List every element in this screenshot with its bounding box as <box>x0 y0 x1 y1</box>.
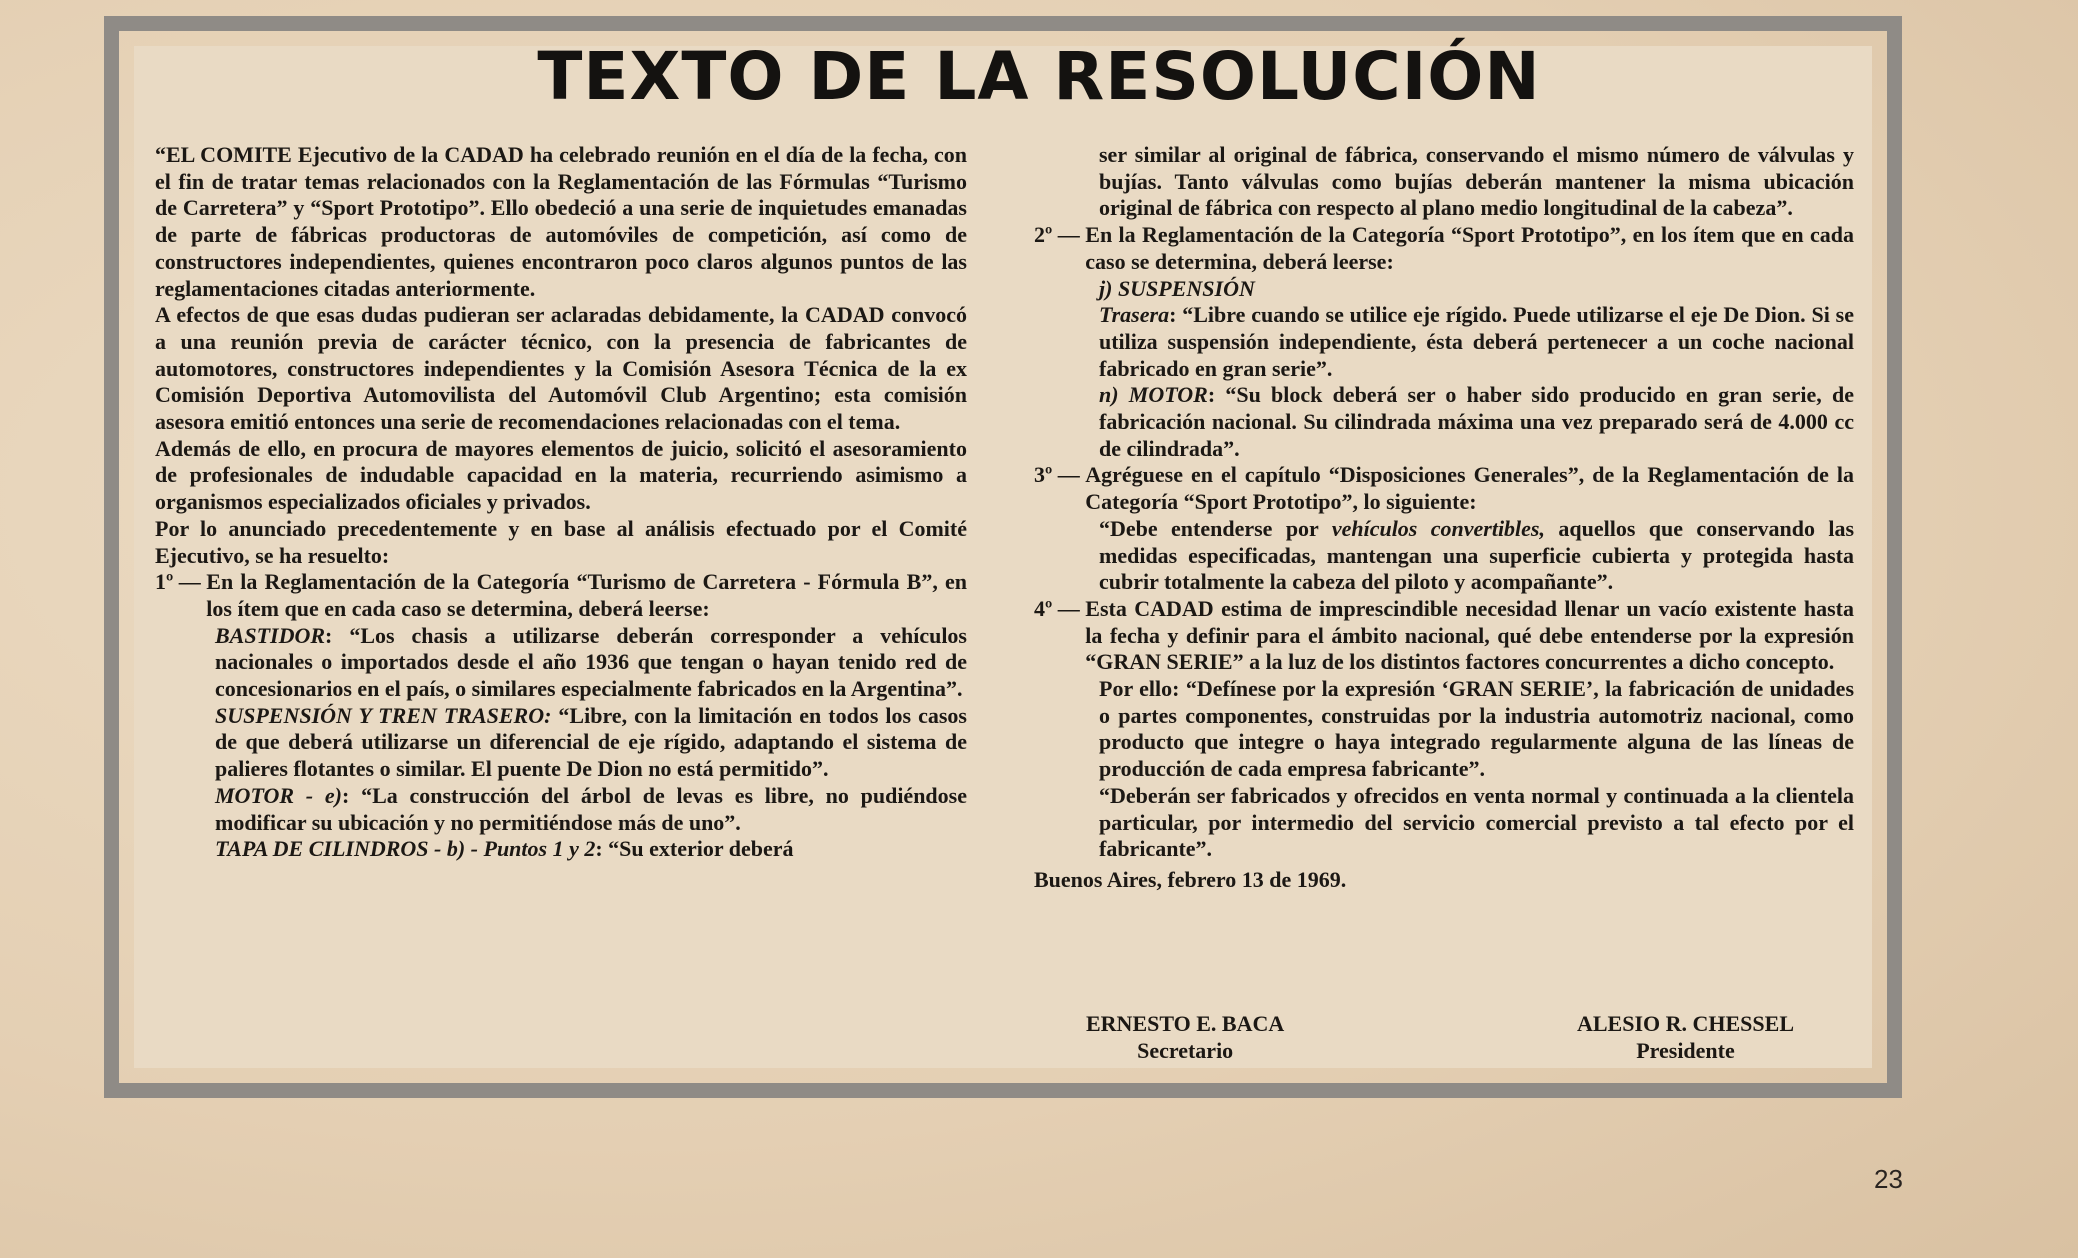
clause-text: : “Libre cuando se utilice eje rígido. Puede utilizarse el eje De Dion. Si se utiliza suspensión independiente, ésta deberá pertenecer a un coche nacional fabricado en gran serie”. <box>1099 302 1854 381</box>
item-text: Esta CADAD estima de imprescindible necesidad llenar un vacío existente hasta la fecha y definir para el ámbito nacional, qué debe entenderse por la expresión “GRAN SERIE” a la luz de los distintos factores concurrentes a dicho concepto. <box>1085 595 1854 675</box>
gran-serie-definition: Por ello: “Defínese por la expresión ‘GRAN SERIE’, la fabricación de unidades o partes componentes, construidas por la industria automotriz nacional, como producto que integre o haya integrado regularmente alguna de las líneas de producción de cada empresa fabricante”. <box>1099 676 1854 782</box>
signatory-name: ALESIO R. CHESSEL <box>1576 1011 1794 1036</box>
suspension-clause <box>155 703 967 783</box>
bastidor-clause <box>155 623 967 703</box>
resolution-date: Buenos Aires, febrero 13 de 1969. <box>1034 866 1347 892</box>
signature-president <box>1577 1010 1794 1064</box>
resolution-item-4 <box>1034 596 1854 676</box>
paragraph-advice: Además de ello, en procura de mayores elementos de juicio, solicitó el asesoramiento de profesionales de indudable capacidad en la materia, recurriendo asimismo a organismos especializados oficiales y privados. <box>155 435 967 515</box>
paragraph-cadad-meeting: A efectos de que esas dudas pudieran ser aclaradas debidamente, la CADAD convocó a una reunión previa de carácter técnico, con la presencia de fabricantes de automotores, constructores independientes y la Comisión Asesora Técnica de la ex Comisión Deportiva Automovilista del Automóvil Club Argentino; esta comisión asesora emitió entonces una serie de recomendaciones relacionadas con el tema. <box>155 302 967 435</box>
quote-emphasis: vehículos convertibles, <box>1331 515 1545 541</box>
item-number: 1º — <box>155 569 207 595</box>
clause-label: Trasera <box>1099 302 1170 328</box>
suspension-heading <box>1034 276 1854 303</box>
tapa-clause-continued: ser similar al original de fábrica, conservando el mismo número de válvulas y bujías. Tanto válvulas como bujías deberán mantener la misma ubicación original de fábrica con respecto al plano medio longitudinal de la cabeza”. <box>1099 142 1854 221</box>
trasera-clause <box>1034 302 1854 382</box>
tapa-clause <box>155 836 967 863</box>
page-title: TEXTO DE LA RESOLUCIÓN <box>537 38 1541 115</box>
signatory-role: Presidente <box>1636 1038 1735 1063</box>
clause-text: “Libre, con la limitación en todos los casos de que deberá utilizarse un diferencial de eje rígido, adaptando el sistema de palieres flotantes o similar. El puente De Dion no está permitido”. <box>215 702 967 782</box>
paragraph-resolved: Por lo anunciado precedentemente y en base al análisis efectuado por el Comité Ejecutivo, se ha resuelto: <box>155 515 967 568</box>
clause-text: : “La construcción del árbol de levas es libre, no pudiéndose modificar su ubicación y no permitiéndose más de uno”. <box>215 782 967 835</box>
quote-text: aquellos que conservando las medidas especificadas, mantengan una superficie cubierta y protegida hasta cubrir totalmente la cabeza del piloto y acompañante”. <box>1099 515 1854 595</box>
quote-text: “Debe entenderse por <box>1099 515 1332 541</box>
item-text: En la Reglamentación de la Categoría “Turismo de Carretera - Fórmula B”, en los ítem que en cada caso se determina, deberá leerse: <box>206 569 967 621</box>
resolution-item-3 <box>1034 462 1854 515</box>
item-number: 2º — <box>1034 222 1086 248</box>
item-number: 3º — <box>1034 462 1086 488</box>
page-number: 23 <box>1874 1164 1903 1194</box>
paragraph-intro: “EL COMITE Ejecutivo de la CADAD ha celebrado reunión en el día de la fecha, con el fin de tratar temas relacionados con la Reglamentación de las Fórmulas “Turismo de Carretera” y “Sport Prototipo”. Ello obedeció a una serie de inquietudes emanadas de parte de fábricas productoras de automóviles de competición, así como de constructores independientes, quienes encontraron poco claros algunos puntos de las reglamentaciones citadas anteriormente. <box>155 142 967 301</box>
clause-label: SUSPENSIÓN Y TREN TRASERO: <box>215 702 552 728</box>
item-text: En la Reglamentación de la Categoría “Sport Prototipo”, en los ítem que en cada caso se determina, deberá leerse: <box>1085 222 1854 274</box>
signatory-name: ERNESTO E. BACA <box>1086 1011 1285 1036</box>
motor-clause <box>155 783 967 836</box>
signatures <box>1034 1010 1854 1064</box>
clause-text: : “Los chasis a utilizarse deberán corresponder a vehículos nacionales o importados desde el año 1936 que tengan o hayan tenido red de concesionarios en el país, o similares especialmente fabricados en la Argentina”. <box>215 622 967 702</box>
resolution-item-2 <box>1034 222 1854 275</box>
item-text: Agréguese en el capítulo “Disposiciones Generales”, de la Reglamentación de la Categoría “Sport Prototipo”, lo siguiente: <box>1085 462 1854 515</box>
item-number: 4º — <box>1034 595 1086 621</box>
clause-label: j) SUSPENSIÓN <box>1099 275 1255 301</box>
right-column <box>1034 142 1854 894</box>
resolution-item-1 <box>155 569 967 622</box>
clause-text: : “Su block deberá ser o haber sido producido en gran serie, de fabricación nacional. Su cilindrada máxima una vez preparado será de 4.000 cc de cilindrada”. <box>1099 382 1854 461</box>
signatory-role: Secretario <box>1137 1038 1234 1063</box>
clause-label: TAPA DE CILINDROS - b) - Puntos 1 y 2 <box>215 836 596 862</box>
clause-label: n) MOTOR <box>1099 382 1208 408</box>
clause-label: BASTIDOR <box>215 622 326 648</box>
motor-clause <box>1034 382 1854 462</box>
signature-secretary <box>1086 1010 1284 1064</box>
left-column <box>155 142 967 863</box>
clause-text: : “Su exterior deberá <box>595 836 794 862</box>
gran-serie-sales: “Deberán ser fabricados y ofrecidos en venta normal y continuada a la clientela particular, por intermedio del servicio comercial previsto a tal efecto por el fabricante”. <box>1099 782 1854 862</box>
convertibles-quote <box>1034 516 1854 596</box>
clause-label: MOTOR - e) <box>215 782 342 808</box>
